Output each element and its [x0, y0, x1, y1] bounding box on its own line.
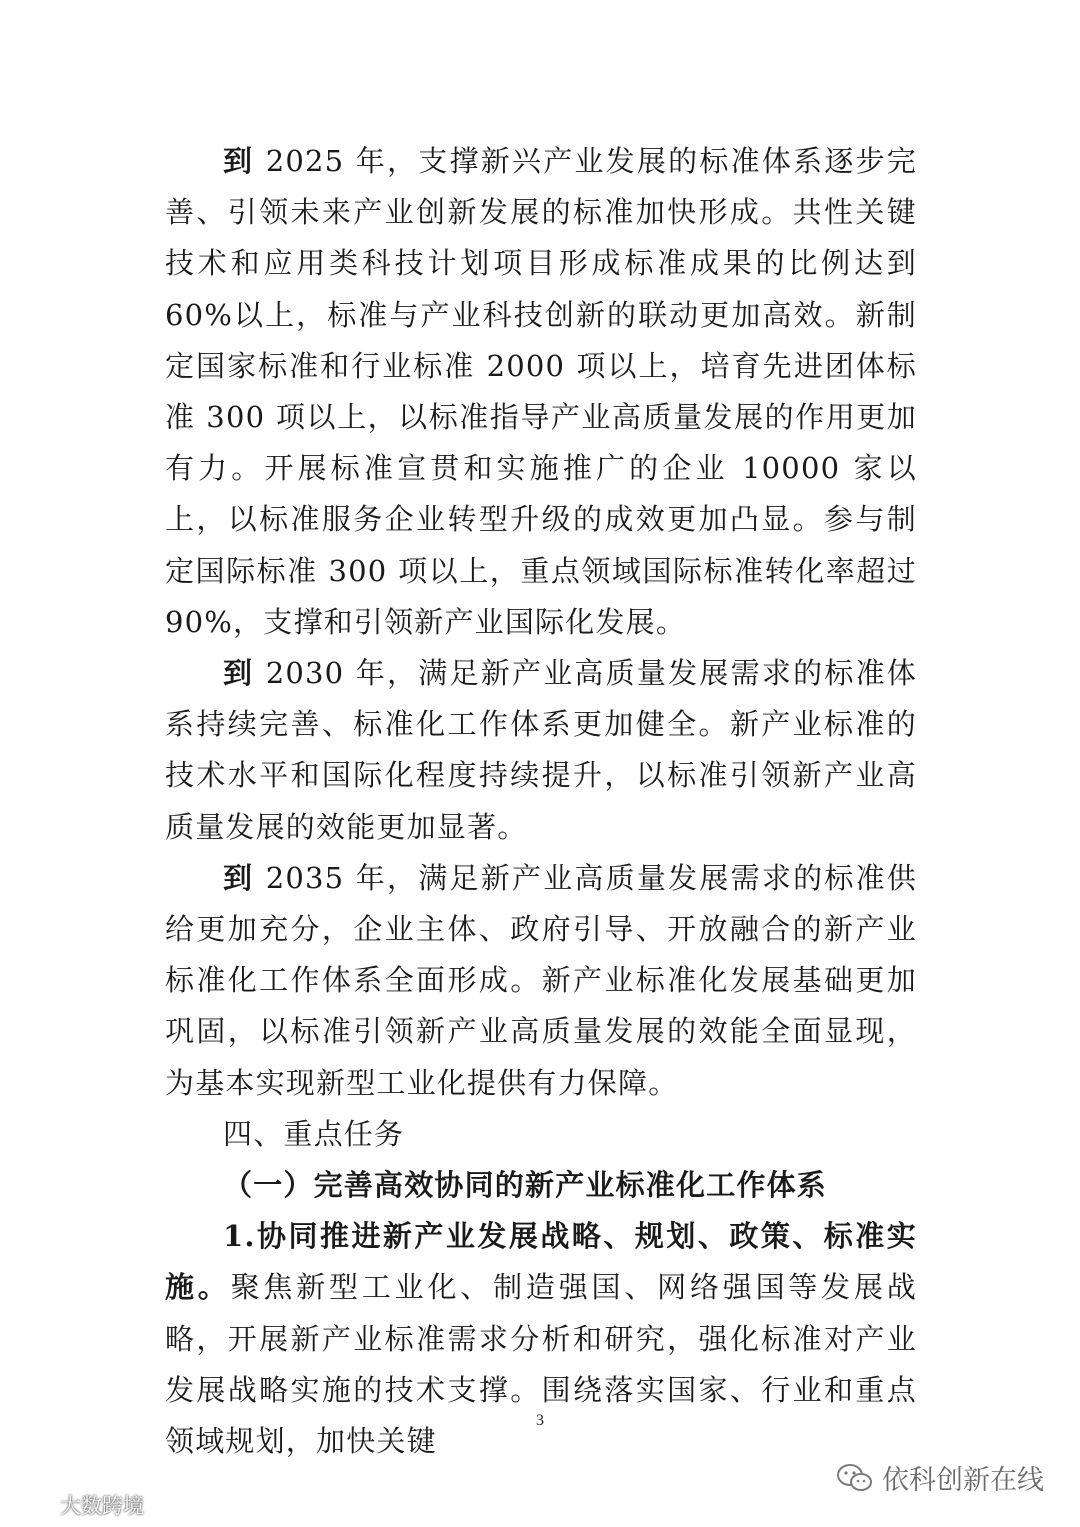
- task-item-text: 聚焦新型工业化、制造强国、网络强国等发展战略，开展新产业标准需求分析和研究，强化标准对产业发展战略实施的技术支撑。围绕落实国家、行业和重点领域规划，加快关键: [165, 1270, 917, 1459]
- watermark-left-text: 大数跨境: [60, 1494, 144, 1518]
- paragraph-lead: 到: [223, 656, 255, 691]
- paragraph-lead: 到: [223, 144, 255, 178]
- logo-icon: [10, 1494, 56, 1516]
- page-number: 3: [536, 1412, 544, 1429]
- watermark-right-text: 依科创新在线: [882, 1465, 1044, 1496]
- task-item-title: 1.协同推进新产业发展战略、规划、政策、标准实施。: [165, 1219, 917, 1305]
- watermark-right: [836, 1458, 1044, 1497]
- paragraph-text: 2030 年，满足新产业高质量发展需求的标准体系持续完善、标准化工作体系更加健全。新产业标准的技术水平和国际化程度持续提升，以标准引领新产业高质量发展的效能更加显著。: [165, 656, 918, 844]
- document-body: [165, 136, 917, 1467]
- wechat-icon: [836, 1462, 874, 1494]
- paragraph-2030: [165, 648, 917, 853]
- paragraph-2025: [165, 136, 917, 648]
- paragraph-text: 2025 年，支撑新兴产业发展的标准体系逐步完善、引领未来产业创新发展的标准加快形成。共性关键技术和应用类科技计划项目形成标准成果的比例达到 60%以上，标准与产业科技创新的联动更加高效。新制定国家标准和行业标准 2000 项以上，培育先进团体标准 300 项以上，以标准指导产业高质量发展的作用更加有力。开展标准宣贯和实施推广的企业 10000 家以上，以标准服务企业转型升级的成效更加凸显。参与制定国际标准 300 项以上，重点领域国际标准转化率超过 90%，支撑和引领新产业国际化发展。: [165, 144, 918, 639]
- section-heading: 四、重点任务: [223, 1116, 405, 1151]
- paragraph-text: 2035 年，满足新产业高质量发展需求的标准供给更加充分，企业主体、政府引导、开放融合的新产业标准化工作体系全面形成。新产业标准化发展基础更加巩固，以标准引领新产业高质量发展的效能全面显现，为基本实现新型工业化提供有力保障。: [165, 860, 918, 1100]
- watermark-left: [10, 1490, 144, 1520]
- paragraph-2035: [165, 853, 917, 1109]
- paragraph-lead: 到: [223, 860, 255, 895]
- subsection-heading: （一）完善高效协同的新产业标准化工作体系: [223, 1168, 828, 1203]
